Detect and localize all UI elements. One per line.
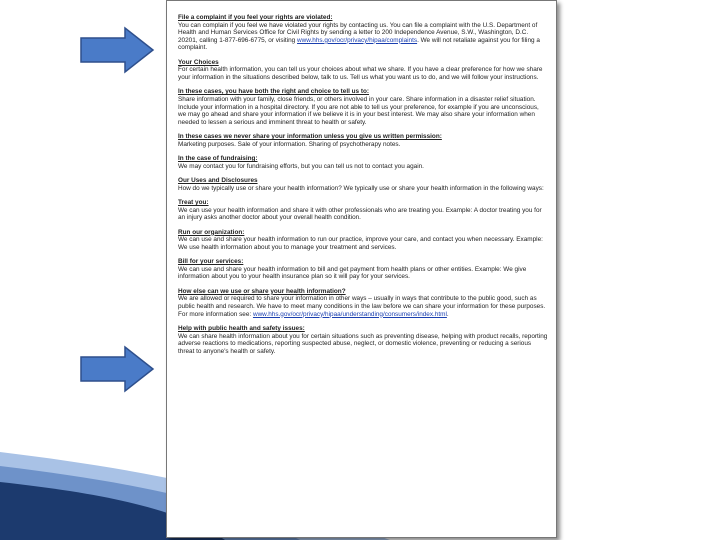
section-heading: In the case of fundraising: (178, 155, 258, 163)
section-run-organization (178, 229, 548, 252)
section-body: Share information with your family, close friends, or others involved in your care. Share information in a disaster relief situation. Include your information in a hospital directory. If you are not able to tell us your preference, for example if you are unconscious, we may go ahead and share your information if we believe it is in your best interest. We may also share your information when needed to lessen a serious and imminent threat to health or safety. (178, 95, 539, 126)
section-body: You can complain if you feel we have violated your rights by contacting us. You can file a complaint with the U.S. Department of Health and Human Services Office for Civil Rights by sending a letter to 200 Independence Avenue, S.W., Washington, D.C. 20201, calling 1-877-696-6775, or visiting (178, 21, 538, 44)
section-how-else (178, 288, 548, 318)
section-heading: Help with public health and safety issues: (178, 324, 305, 332)
section-heading: Treat you: (178, 199, 209, 207)
section-bill-services (178, 258, 548, 281)
section-heading: How else can we use or share your health information? (178, 287, 346, 295)
section-written-permission (178, 133, 548, 148)
section-heading: Our Uses and Disclosures (178, 177, 258, 185)
section-body: We can use your health information and share it with other professionals who are treating you. Example: A doctor treating you for an injury asks another doctor about your overall health condition. (178, 206, 542, 222)
section-body: How do we typically use or share your health information? We typically use or share your health information in the following ways: (178, 184, 544, 192)
section-treat-you (178, 199, 548, 222)
consumers-link[interactable]: www.hhs.gov/ocr/privacy/hipaa/understanding/consumers/index.html (252, 310, 447, 318)
section-public-health (178, 325, 548, 355)
section-heading: File a complaint if you feel your rights are violated: (178, 14, 333, 21)
section-complaint (178, 14, 548, 52)
right-arrow-icon (79, 345, 155, 393)
section-body: We can use and share your health information to bill and get payment from health plans or other entities. Example: We give information about you to your health insurance plan so it will pay for your services. (178, 265, 527, 281)
section-body: We are allowed or required to share your information in other ways – usually in ways that contribute to the public good, such as public health and research. We have to meet many conditions in the law before we can share your information for these purposes. For more information see: (178, 295, 546, 318)
right-arrow-icon (79, 26, 155, 74)
section-body: We can use and share your health information to run our practice, improve your care, and contact you when necessary. Example: We use health information about you to manage your treatment and services. (178, 236, 543, 251)
section-heading: In these cases, you have both the right and choice to tell us to: (178, 88, 370, 96)
section-uses-disclosures (178, 177, 548, 192)
section-heading: In these cases we never share your information unless you give us written permission: (178, 133, 442, 141)
complaints-link[interactable]: www.hhs.gov/ocr/privacy/hipaa/complaints (297, 36, 418, 44)
section-heading: Run our organization: (178, 228, 245, 236)
section-heading: Your Choices (178, 58, 219, 66)
section-body-after: . (446, 310, 449, 318)
section-body: We may contact you for fundraising efforts, but you can tell us not to contact you again. (178, 162, 424, 170)
section-body: Marketing purposes. Sale of your information. Sharing of psychotherapy notes. (178, 140, 401, 148)
section-body-after: . We will not retaliate against you for filing a complaint. (178, 36, 540, 52)
section-choices (178, 59, 548, 82)
section-heading: Bill for your services: (178, 258, 244, 266)
section-body: We can share health information about you for certain situations such as preventing disease, helping with product recalls, reporting adverse reactions to medications, reporting suspected abuse, neglect, or domestic violence, preventing or reducing a serious threat to anyone's health or safety. (178, 332, 548, 355)
section-body: For certain health information, you can tell us your choices about what we share. If you have a clear preference for how we share your information in the situations described below, talk to us. Tell us what you want us to do, and we will follow your instructions. (178, 66, 543, 81)
document-page (166, 0, 557, 538)
section-fundraising (178, 155, 548, 170)
section-right-and-choice (178, 88, 548, 126)
document-content (178, 14, 548, 362)
